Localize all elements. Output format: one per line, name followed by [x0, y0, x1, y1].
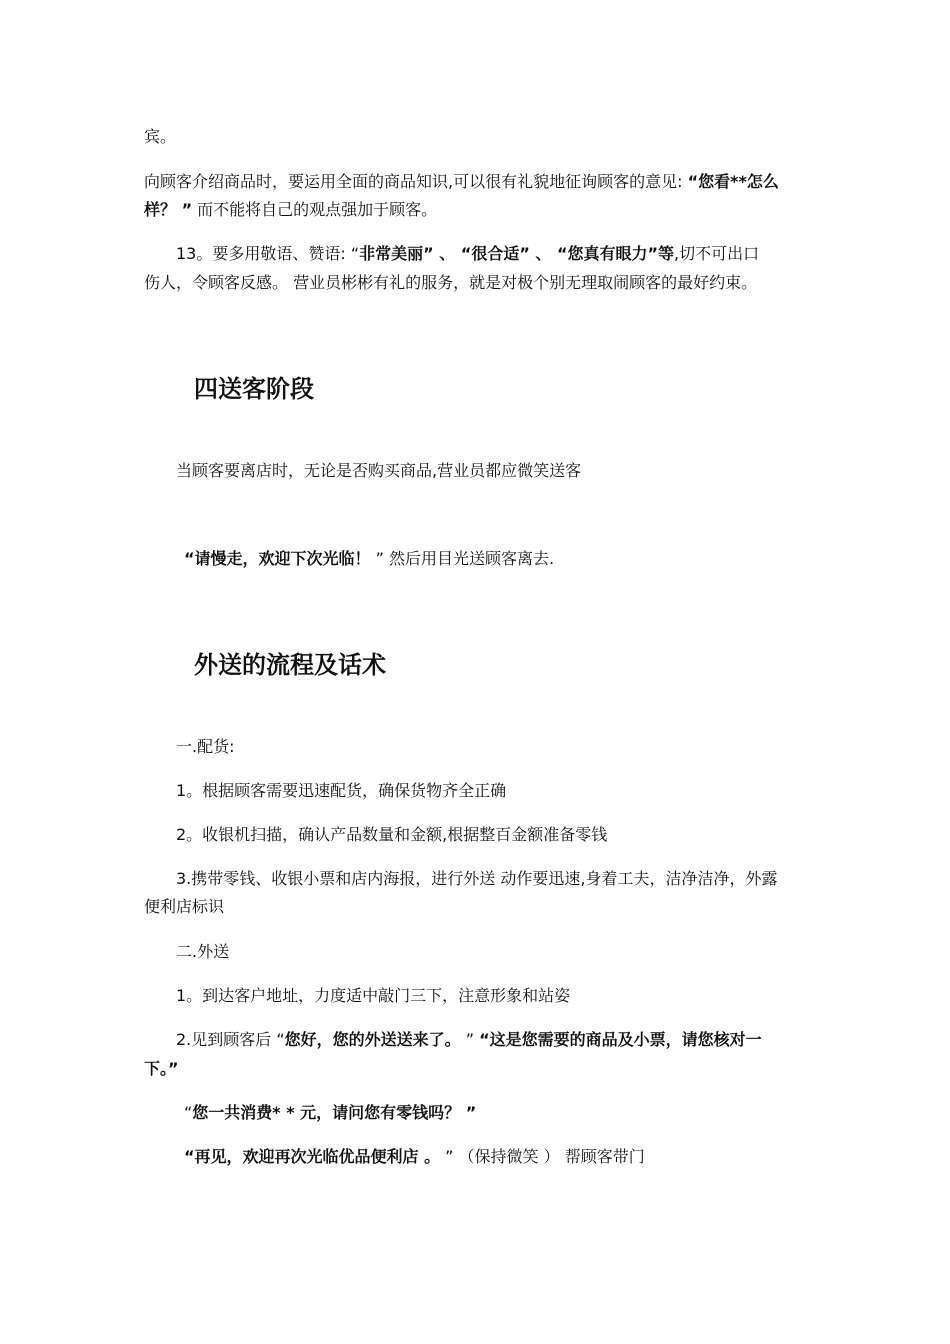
- delivery-item-7: [184, 1147, 645, 1167]
- text-span: ” （保持微笑 ） 帮顾客带门: [440, 1147, 645, 1166]
- text-span: “: [184, 1103, 193, 1122]
- text-span: 二.外送: [176, 942, 230, 961]
- text-span: ”: [168, 1059, 179, 1078]
- bold-quote: 下。: [144, 1059, 169, 1078]
- intro-line-1: [144, 127, 176, 147]
- text-span: 伤人，令顾客反感。 营业员彬彬有礼的服务，就是对极个别无理取闹顾客的最好约束。: [144, 273, 758, 292]
- text-span: 2。收银机扫描，确认产品数量和金额,根据整百金额准备零钱: [176, 825, 608, 844]
- bold-quote: “再见，欢迎再次光临优品便利店 。: [184, 1147, 441, 1166]
- delivery-item-3-line-2: [144, 897, 224, 917]
- text-span: ”: [460, 1030, 480, 1049]
- delivery-item-5-line-2: [144, 1059, 179, 1079]
- text-span: 2.见到顾客后 “: [176, 1030, 285, 1049]
- text-span: 当顾客要离店时，无论是否购买商品,营业员都应微笑送客: [176, 461, 582, 480]
- bold-quote: 您好，您的外送送来了。: [284, 1030, 461, 1049]
- bold-quote: 非常美丽” 、 “很合适” 、 “您真有眼力”: [359, 244, 659, 263]
- delivery-item-2: [176, 825, 607, 845]
- text-span: ,切不可出口: [674, 244, 760, 263]
- delivery-section-title: 外送的流程及话术: [194, 651, 386, 679]
- intro-paragraph-3-line-2: [144, 273, 757, 293]
- section-4-paragraph-1: [176, 461, 581, 481]
- intro-paragraph-3-line-1: [176, 244, 759, 264]
- delivery-item-1: [176, 781, 506, 801]
- delivery-item-4: [176, 986, 570, 1006]
- bold-quote: “这是您需要的商品及小票，请您核对一: [479, 1030, 762, 1049]
- text-span: 而不能将自己的观点强加于顾客。: [192, 200, 438, 219]
- text-span: ” 然后用目光送顾客离去.: [370, 549, 555, 568]
- text-span: 便利店标识: [144, 897, 225, 916]
- intro-paragraph-2-line-2: [144, 200, 437, 220]
- section-4-title: 四送客阶段: [194, 375, 314, 403]
- section-4-paragraph-2: [184, 549, 554, 569]
- text-span: 一.配货:: [176, 737, 235, 756]
- bold-quote: “请慢走，欢迎下次光临！: [184, 549, 371, 568]
- delivery-item-5-line-1: [176, 1030, 762, 1050]
- text-span: 宾。: [144, 127, 177, 146]
- text-span: 3.携带零钱、收银小票和店内海报，进行外送 动作要迅速,身着工夫，洁净洁净，外露: [176, 869, 778, 888]
- text-span: 1。到达客户地址，力度适中敲门三下，注意形象和站姿: [176, 986, 571, 1005]
- bold-quote: “您看**怎么: [687, 172, 779, 191]
- delivery-subheading-2: [176, 942, 229, 962]
- bold-text: 等: [658, 244, 675, 263]
- intro-paragraph-2-line-1: [144, 172, 779, 192]
- text-span: 1。根据顾客需要迅速配货，确保货物齐全正确: [176, 781, 507, 800]
- bold-quote: 您一共消费* * 元，请问您有零钱吗？ ”: [192, 1103, 477, 1122]
- delivery-item-3-line-1: [176, 869, 777, 889]
- bold-quote: 样？ ”: [144, 200, 193, 219]
- delivery-subheading-1: [176, 737, 234, 757]
- text-span: 向顾客介绍商品时，要运用全面的商品知识,可以很有礼貌地征询顾客的意见:: [144, 172, 688, 191]
- text-span: 13。要多用敬语、赞语: “: [176, 244, 360, 263]
- delivery-item-6: [184, 1103, 476, 1123]
